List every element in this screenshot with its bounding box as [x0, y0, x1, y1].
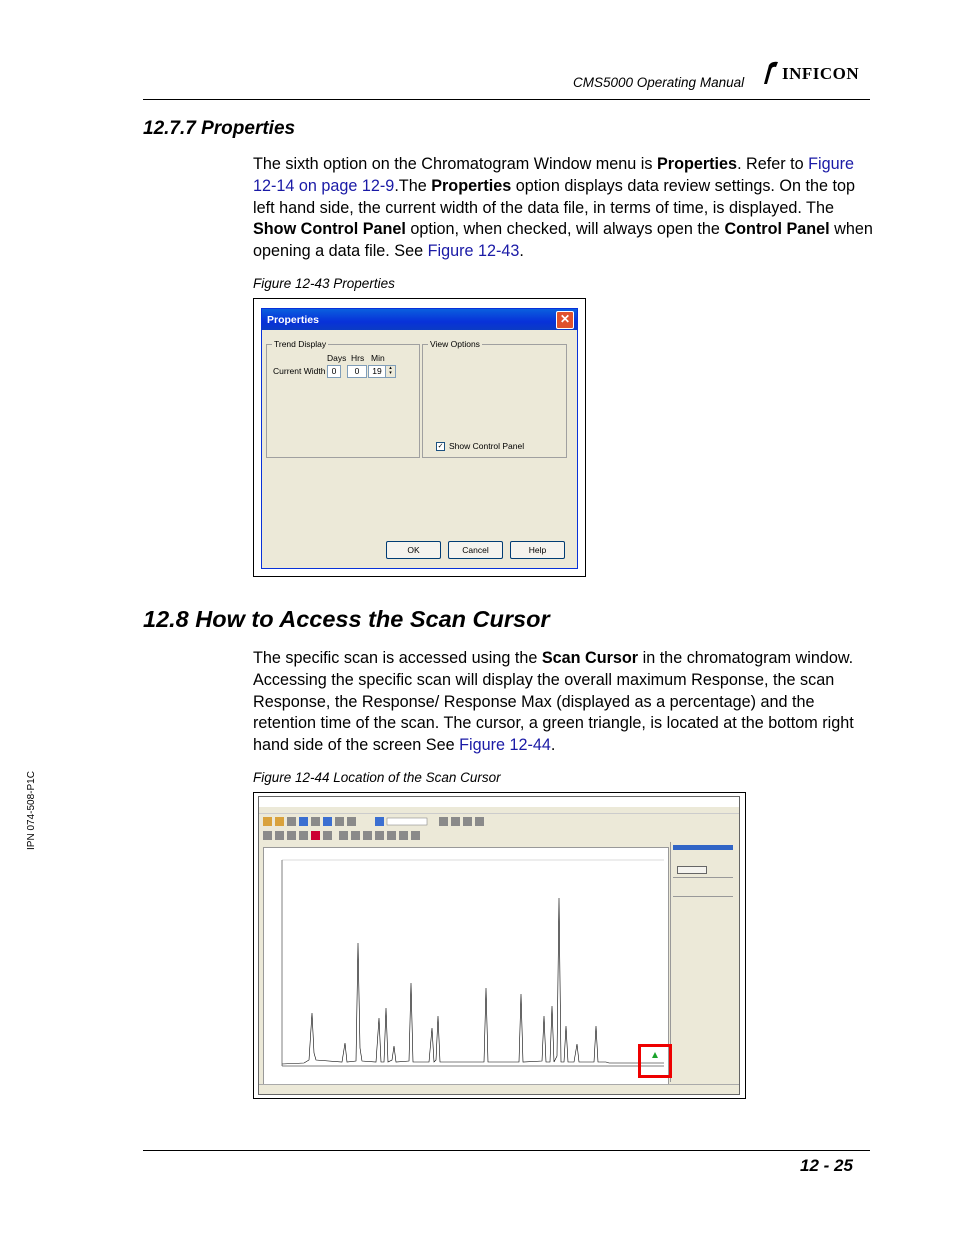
link-figure-12-14[interactable]: Figure 12-14 on page 12-9 — [253, 155, 855, 195]
help-button[interactable]: Help — [510, 541, 565, 559]
view-options-label: View Options — [430, 339, 480, 349]
properties-paragraph: The sixth option on the Chromatogram Window menu is Properties. Refer to Figure 12-14 on page 12-9.The Properties option displays data review settings. On the top left hand side, the current width of the data file, in terms of time, is displayed. The Show Control Panel option, when checked, will always open the Control Panel when opening a data file. See Figure 12-43. — [253, 155, 873, 261]
control-panel-info — [673, 877, 733, 897]
show-control-panel-label: Show Control Panel — [449, 441, 525, 451]
side-document-number: IPN 074-508-P1C — [26, 771, 37, 850]
control-panel — [670, 842, 737, 1082]
inficon-logo — [760, 60, 872, 86]
section-heading-properties: 12.7.7 Properties — [143, 118, 296, 139]
toolbar-icons-1 — [259, 815, 499, 828]
close-icon[interactable]: ✕ — [556, 311, 574, 329]
app-toolbar-1 — [259, 815, 739, 828]
chromatogram-plot[interactable] — [263, 847, 669, 1086]
chromatogram-trace — [264, 848, 668, 1085]
min-spinner[interactable]: ▴ ▾ — [385, 365, 396, 378]
toolbar-icons-2 — [259, 829, 499, 842]
footer-rule — [143, 1150, 870, 1151]
show-control-panel-checkbox[interactable]: ✓ — [437, 443, 444, 450]
scan-cursor-highlight — [638, 1044, 672, 1078]
figure-caption-12-43: Figure 12-43 Properties — [253, 276, 395, 291]
view-options-group — [422, 339, 567, 458]
control-panel-button[interactable] — [677, 866, 707, 874]
app-titlebar — [259, 797, 739, 807]
section-heading-scan-cursor: 12.8 How to Access the Scan Cursor — [143, 606, 550, 632]
scan-cursor-paragraph: The specific scan is accessed using the Scan Cursor in the chromatogram window. Accessing the specific scan will display the overall maximum Response, the scan Response, the Response/ Response Max (displayed as a percentage) and the retention time of the scan. The cursor, a green triangle, is located at the bottom right hand side of the screen See Figure 12-44. — [253, 649, 854, 755]
link-figure-12-43[interactable]: Figure 12-43 — [427, 242, 520, 261]
hrs-label: Hrs — [351, 353, 365, 363]
link-figure-12-44[interactable]: Figure 12-44 — [459, 736, 551, 755]
dialog-titlebar — [262, 309, 577, 330]
logo-text: INFICON — [782, 64, 860, 83]
trend-display-group — [266, 339, 420, 458]
trend-display-label: Trend Display — [274, 339, 327, 349]
current-width-label: Current Width — [273, 366, 326, 376]
control-panel-header — [673, 845, 733, 850]
ok-button[interactable]: OK — [386, 541, 441, 559]
cancel-button[interactable]: Cancel — [448, 541, 503, 559]
logo-mark-icon — [760, 60, 782, 86]
dialog-title: Properties — [267, 314, 319, 326]
page-number: 12 - 25 — [800, 1156, 853, 1175]
min-input[interactable]: 19 — [368, 365, 386, 378]
running-header: CMS5000 Operating Manual — [573, 75, 745, 90]
app-toolbar-2 — [259, 829, 739, 842]
app-menubar — [259, 807, 739, 814]
days-label: Days — [327, 353, 347, 363]
hrs-input[interactable]: 0 — [347, 365, 367, 378]
header-rule — [143, 99, 870, 100]
properties-dialog — [261, 308, 578, 569]
days-input[interactable]: 0 — [327, 365, 341, 378]
app-statusbar — [259, 1084, 739, 1094]
figure-caption-12-44: Figure 12-44 Location of the Scan Cursor — [253, 770, 501, 785]
min-label: Min — [371, 353, 385, 363]
